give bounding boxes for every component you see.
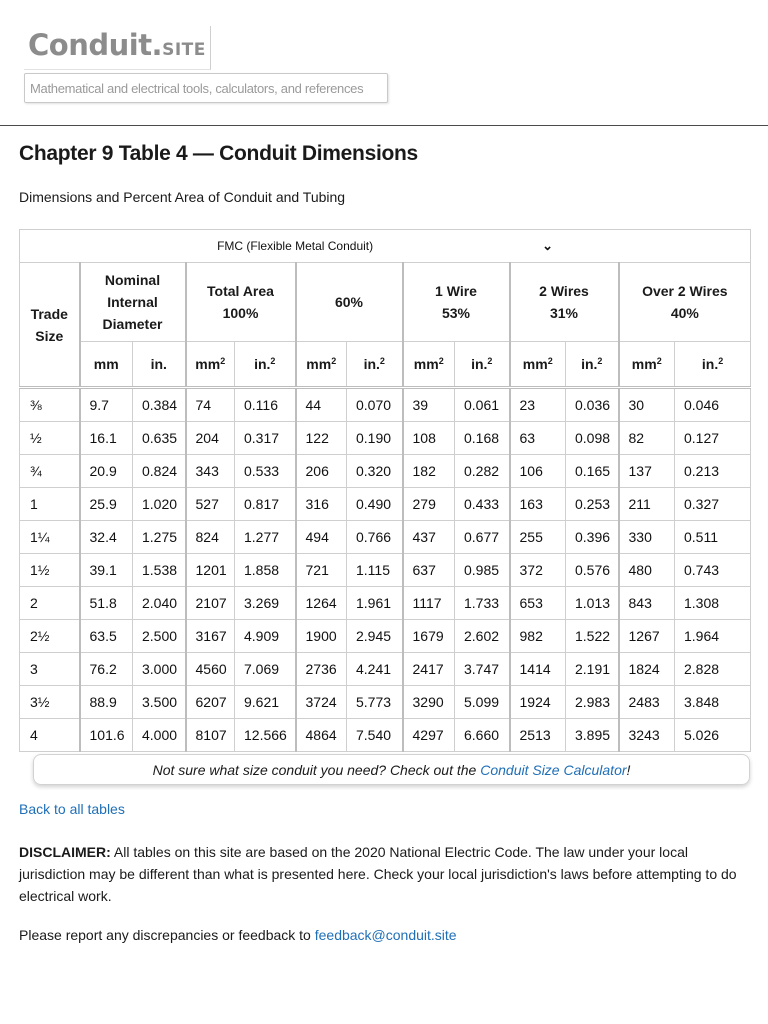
cell-diameter-in: 3.000: [133, 653, 186, 686]
cell-over-two-mm2: 2483: [619, 686, 675, 719]
conduit-dimensions-table: [19, 229, 751, 752]
unit-header-mm2: $mm^2$: [403, 342, 455, 388]
promo-text-end: !: [626, 762, 631, 778]
cell-sixty-mm2: 206: [296, 455, 347, 488]
feedback-note: [19, 927, 457, 943]
cell-two-wires-mm2: 982: [510, 620, 566, 653]
cell-trade-size: 3½: [20, 686, 80, 719]
cell-total-area-in2: 0.317: [235, 422, 296, 455]
cell-one-wire-mm2: 1117: [403, 587, 455, 620]
cell-two-wires-mm2: 255: [510, 521, 566, 554]
cell-sixty-in2: 1.961: [347, 587, 403, 620]
cell-two-wires-in2: 0.396: [566, 521, 619, 554]
cell-over-two-in2: 0.743: [675, 554, 751, 587]
cell-trade-size: 4: [20, 719, 80, 752]
site-logo[interactable]: [24, 26, 211, 70]
header-divider: [0, 125, 768, 126]
logo-main-text: Conduit.: [28, 28, 163, 62]
cell-over-two-in2: 1.308: [675, 587, 751, 620]
table-row: [20, 455, 751, 488]
cell-one-wire-mm2: 108: [403, 422, 455, 455]
header-over-two-wires: Over 2 Wires 40%: [619, 263, 751, 342]
table-row: [20, 587, 751, 620]
cell-diameter-in: 0.824: [133, 455, 186, 488]
table-row: [20, 719, 751, 752]
cell-over-two-in2: 0.127: [675, 422, 751, 455]
conduit-dimensions-table-wrapper: [19, 229, 750, 752]
cell-over-two-mm2: 30: [619, 388, 675, 422]
cell-sixty-in2: 0.320: [347, 455, 403, 488]
cell-trade-size: 2: [20, 587, 80, 620]
cell-trade-size: 1: [20, 488, 80, 521]
cell-two-wires-in2: 0.098: [566, 422, 619, 455]
cell-sixty-mm2: 122: [296, 422, 347, 455]
cell-sixty-mm2: 44: [296, 388, 347, 422]
cell-total-area-in2: 3.269: [235, 587, 296, 620]
cell-total-area-in2: 1.277: [235, 521, 296, 554]
cell-one-wire-in2: 6.660: [455, 719, 510, 752]
disclaimer-text: [19, 841, 744, 907]
cell-over-two-in2: 2.828: [675, 653, 751, 686]
cell-sixty-mm2: 721: [296, 554, 347, 587]
table-row: [20, 653, 751, 686]
cell-sixty-in2: 0.190: [347, 422, 403, 455]
cell-trade-size: 1½: [20, 554, 80, 587]
cell-over-two-mm2: 330: [619, 521, 675, 554]
conduit-size-calculator-link[interactable]: Conduit Size Calculator: [480, 762, 627, 778]
cell-one-wire-mm2: 39: [403, 388, 455, 422]
cell-sixty-in2: 0.070: [347, 388, 403, 422]
cell-two-wires-in2: 2.983: [566, 686, 619, 719]
feedback-email-link[interactable]: feedback@conduit.site: [314, 927, 457, 943]
cell-one-wire-mm2: 279: [403, 488, 455, 521]
cell-two-wires-mm2: 2513: [510, 719, 566, 752]
cell-total-area-in2: 0.533: [235, 455, 296, 488]
cell-trade-size: 3: [20, 653, 80, 686]
cell-over-two-mm2: 843: [619, 587, 675, 620]
table-row: [20, 620, 751, 653]
cell-sixty-in2: 7.540: [347, 719, 403, 752]
cell-sixty-mm2: 4864: [296, 719, 347, 752]
cell-over-two-mm2: 1824: [619, 653, 675, 686]
cell-trade-size: ½: [20, 422, 80, 455]
cell-over-two-in2: 0.046: [675, 388, 751, 422]
cell-one-wire-mm2: 182: [403, 455, 455, 488]
cell-one-wire-in2: 2.602: [455, 620, 510, 653]
logo-suffix-text: SITE: [162, 40, 206, 60]
cell-sixty-mm2: 3724: [296, 686, 347, 719]
unit-header-mm: mm: [80, 342, 133, 388]
unit-header-in2: in.$^2$: [455, 342, 510, 388]
cell-two-wires-in2: 0.576: [566, 554, 619, 587]
conduit-type-select[interactable]: [215, 235, 555, 257]
cell-over-two-in2: 5.026: [675, 719, 751, 752]
cell-one-wire-mm2: 2417: [403, 653, 455, 686]
cell-trade-size: 1¼: [20, 521, 80, 554]
cell-one-wire-in2: 0.061: [455, 388, 510, 422]
cell-total-area-mm2: 3167: [186, 620, 235, 653]
cell-diameter-mm: 32.4: [80, 521, 133, 554]
cell-total-area-mm2: 74: [186, 388, 235, 422]
cell-total-area-mm2: 4560: [186, 653, 235, 686]
cell-diameter-in: 4.000: [133, 719, 186, 752]
cell-two-wires-in2: 2.191: [566, 653, 619, 686]
conduit-type-selector-cell: [20, 230, 751, 263]
cell-diameter-mm: 39.1: [80, 554, 133, 587]
cell-two-wires-mm2: 653: [510, 587, 566, 620]
cell-diameter-mm: 20.9: [80, 455, 133, 488]
cell-trade-size: 2½: [20, 620, 80, 653]
cell-two-wires-in2: 0.165: [566, 455, 619, 488]
cell-sixty-mm2: 2736: [296, 653, 347, 686]
cell-over-two-mm2: 3243: [619, 719, 675, 752]
cell-two-wires-mm2: 23: [510, 388, 566, 422]
cell-two-wires-mm2: 1414: [510, 653, 566, 686]
disclaimer-body: All tables on this site are based on the 2020 National Electric Code. The law under your local jurisdiction may be different than what is presented here. Check your local jurisdiction's laws before attempting to do electrical work.: [19, 844, 737, 904]
cell-two-wires-mm2: 1924: [510, 686, 566, 719]
cell-total-area-mm2: 343: [186, 455, 235, 488]
cell-diameter-in: 2.500: [133, 620, 186, 653]
cell-two-wires-in2: 1.013: [566, 587, 619, 620]
cell-two-wires-mm2: 63: [510, 422, 566, 455]
cell-diameter-in: 2.040: [133, 587, 186, 620]
table-row: [20, 554, 751, 587]
cell-total-area-mm2: 1201: [186, 554, 235, 587]
cell-one-wire-in2: 0.433: [455, 488, 510, 521]
cell-diameter-in: 1.275: [133, 521, 186, 554]
unit-header-mm2: $mm^2$: [296, 342, 347, 388]
cell-total-area-in2: 4.909: [235, 620, 296, 653]
cell-diameter-in: 0.635: [133, 422, 186, 455]
cell-over-two-in2: 1.964: [675, 620, 751, 653]
cell-two-wires-in2: 0.036: [566, 388, 619, 422]
table-row: [20, 422, 751, 455]
table-body: [20, 388, 751, 752]
page-subtitle: Dimensions and Percent Area of Conduit and Tubing: [19, 189, 346, 205]
cell-one-wire-in2: 3.747: [455, 653, 510, 686]
cell-sixty-mm2: 1264: [296, 587, 347, 620]
conduit-calculator-promo: [33, 754, 750, 785]
cell-sixty-in2: 5.773: [347, 686, 403, 719]
cell-one-wire-in2: 0.168: [455, 422, 510, 455]
unit-header-mm2: $mm^2$: [510, 342, 566, 388]
conduit-type-selected-value: FMC (Flexible Metal Conduit): [217, 239, 374, 253]
cell-two-wires-mm2: 106: [510, 455, 566, 488]
cell-total-area-mm2: 527: [186, 488, 235, 521]
cell-sixty-in2: 1.115: [347, 554, 403, 587]
cell-total-area-mm2: 2107: [186, 587, 235, 620]
cell-one-wire-in2: 0.985: [455, 554, 510, 587]
cell-two-wires-in2: 0.253: [566, 488, 619, 521]
cell-total-area-mm2: 204: [186, 422, 235, 455]
disclaimer-label: DISCLAIMER:: [19, 844, 111, 860]
cell-diameter-mm: 88.9: [80, 686, 133, 719]
header-one-wire: 1 Wire 53%: [403, 263, 510, 342]
cell-two-wires-mm2: 163: [510, 488, 566, 521]
cell-total-area-in2: 12.566: [235, 719, 296, 752]
cell-two-wires-in2: 3.895: [566, 719, 619, 752]
page-title: Chapter 9 Table 4 — Conduit Dimensions: [19, 142, 418, 165]
table-row: [20, 686, 751, 719]
unit-header-in: in.: [133, 342, 186, 388]
cell-diameter-in: 1.538: [133, 554, 186, 587]
cell-sixty-in2: 0.766: [347, 521, 403, 554]
cell-total-area-in2: 0.817: [235, 488, 296, 521]
unit-header-in2: in.$^2$: [675, 342, 751, 388]
cell-diameter-mm: 101.6: [80, 719, 133, 752]
cell-total-area-in2: 1.858: [235, 554, 296, 587]
cell-diameter-in: 3.500: [133, 686, 186, 719]
header-two-wires: 2 Wires 31%: [510, 263, 619, 342]
cell-two-wires-mm2: 372: [510, 554, 566, 587]
site-tagline: Mathematical and electrical tools, calculators, and references: [24, 73, 388, 103]
cell-total-area-in2: 7.069: [235, 653, 296, 686]
unit-header-in2: in.$^2$: [235, 342, 296, 388]
cell-diameter-in: 0.384: [133, 388, 186, 422]
cell-diameter-mm: 51.8: [80, 587, 133, 620]
cell-sixty-mm2: 494: [296, 521, 347, 554]
cell-sixty-mm2: 1900: [296, 620, 347, 653]
cell-over-two-in2: 0.327: [675, 488, 751, 521]
cell-over-two-mm2: 480: [619, 554, 675, 587]
cell-diameter-mm: 9.7: [80, 388, 133, 422]
promo-text: Not sure what size conduit you need? Check out the: [152, 762, 481, 778]
cell-diameter-in: 1.020: [133, 488, 186, 521]
cell-diameter-mm: 25.9: [80, 488, 133, 521]
cell-one-wire-mm2: 1679: [403, 620, 455, 653]
cell-diameter-mm: 16.1: [80, 422, 133, 455]
cell-one-wire-mm2: 437: [403, 521, 455, 554]
header-total-area: Total Area 100%: [186, 263, 296, 342]
cell-diameter-mm: 76.2: [80, 653, 133, 686]
cell-one-wire-mm2: 4297: [403, 719, 455, 752]
cell-trade-size: ¾: [20, 455, 80, 488]
cell-sixty-in2: 4.241: [347, 653, 403, 686]
cell-one-wire-in2: 1.733: [455, 587, 510, 620]
table-row: [20, 488, 751, 521]
unit-header-mm2: $mm^2$: [619, 342, 675, 388]
cell-one-wire-mm2: 637: [403, 554, 455, 587]
back-to-all-tables-link[interactable]: Back to all tables: [19, 801, 125, 817]
header-trade-size: Trade Size: [20, 263, 80, 388]
chevron-down-icon: ⌄: [542, 238, 554, 253]
header-nominal-diameter: Nominal Internal Diameter: [80, 263, 186, 342]
header-sixty-percent: 60%: [296, 263, 403, 342]
table-row: [20, 388, 751, 422]
cell-trade-size: ⅜: [20, 388, 80, 422]
cell-one-wire-in2: 0.677: [455, 521, 510, 554]
cell-sixty-mm2: 316: [296, 488, 347, 521]
cell-diameter-mm: 63.5: [80, 620, 133, 653]
unit-header-in2: in.$^2$: [566, 342, 619, 388]
cell-over-two-mm2: 137: [619, 455, 675, 488]
cell-total-area-in2: 9.621: [235, 686, 296, 719]
unit-header-in2: in.$^2$: [347, 342, 403, 388]
cell-total-area-mm2: 8107: [186, 719, 235, 752]
cell-over-two-in2: 3.848: [675, 686, 751, 719]
cell-sixty-in2: 0.490: [347, 488, 403, 521]
cell-one-wire-mm2: 3290: [403, 686, 455, 719]
cell-one-wire-in2: 0.282: [455, 455, 510, 488]
table-row: [20, 521, 751, 554]
cell-over-two-in2: 0.213: [675, 455, 751, 488]
cell-two-wires-in2: 1.522: [566, 620, 619, 653]
cell-total-area-mm2: 6207: [186, 686, 235, 719]
feedback-text: Please report any discrepancies or feedback to: [19, 927, 315, 943]
cell-over-two-mm2: 1267: [619, 620, 675, 653]
cell-total-area-mm2: 824: [186, 521, 235, 554]
cell-one-wire-in2: 5.099: [455, 686, 510, 719]
unit-header-mm2: $mm^2$: [186, 342, 235, 388]
cell-sixty-in2: 2.945: [347, 620, 403, 653]
cell-over-two-mm2: 211: [619, 488, 675, 521]
cell-over-two-in2: 0.511: [675, 521, 751, 554]
cell-over-two-mm2: 82: [619, 422, 675, 455]
cell-total-area-in2: 0.116: [235, 388, 296, 422]
